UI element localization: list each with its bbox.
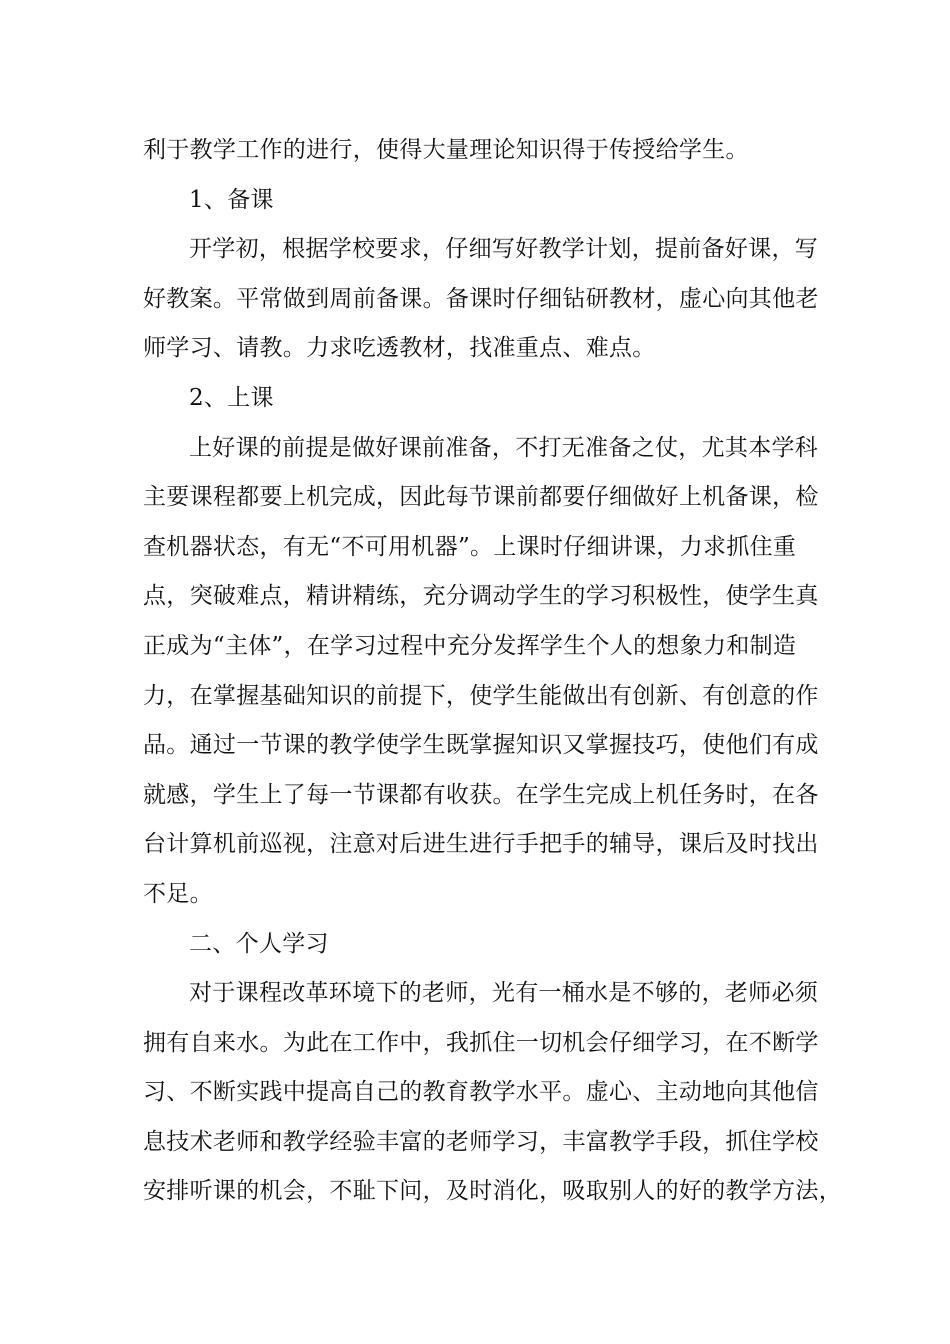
text-line: 安排听课的机会，不耻下问，及时消化，吸取别人的好的教学方法，: [143, 1178, 842, 1205]
text-line: 拥有自来水。为此在工作中，我抓住一切机会仔细学习，在不断学: [143, 1029, 819, 1056]
document-body: [143, 126, 842, 1217]
text-line: 台计算机前巡视，注意对后进生进行手把手的辅导，课后及时找出: [143, 831, 819, 858]
text-line: 开学初，根据学校要求，仔细写好教学计划，提前备好课，写: [189, 236, 819, 263]
text-line: 息技术老师和教学经验丰富的老师学习，丰富教学手段，抓住学校: [143, 1128, 819, 1155]
text-line: 二、个人学习: [189, 930, 329, 957]
text-line: 就感，学生上了每一节课都有收获。在学生完成上机任务时，在各: [143, 781, 819, 808]
text-line: 对于课程改革环境下的老师，光有一桶水是不够的，老师必须: [189, 980, 819, 1007]
text-line: 不足。: [143, 880, 213, 907]
text-line: 好教案。平常做到周前备课。备课时仔细钻研教材，虚心向其他老: [143, 285, 819, 312]
text-line: 利于教学工作的进行，使得大量理论知识得于传授给学生。: [143, 137, 749, 163]
text-line: 师学习、请教。力求吃透教材，找准重点、难点。: [143, 335, 656, 362]
text-line: 品。通过一节课的教学使学生既掌握知识又掌握技巧，使他们有成: [143, 732, 819, 759]
text-line: 点，突破难点，精讲精练，充分调动学生的学习积极性，使学生真: [143, 583, 819, 610]
text-line: 习、不断实践中提高自己的教育教学水平。虚心、主动地向其他信: [143, 1079, 819, 1106]
text-line: 查机器状态，有无“不可用机器”。上课时仔细讲课，力求抓住重: [143, 533, 797, 560]
text-line: 2、上课: [189, 384, 274, 411]
text-line: 1、备课: [189, 186, 274, 213]
text-line: 主要课程都要上机完成，因此每节课前都要仔细做好上机备课，检: [143, 484, 819, 511]
text-line: 力，在掌握基础知识的前提下，使学生能做出有创新、有创意的作: [143, 682, 819, 709]
text-line: 上好课的前提是做好课前准备，不打无准备之仗，尤其本学科: [189, 434, 819, 461]
text-line: 正成为“主体”，在学习过程中充分发挥学生个人的想象力和制造: [143, 632, 797, 659]
